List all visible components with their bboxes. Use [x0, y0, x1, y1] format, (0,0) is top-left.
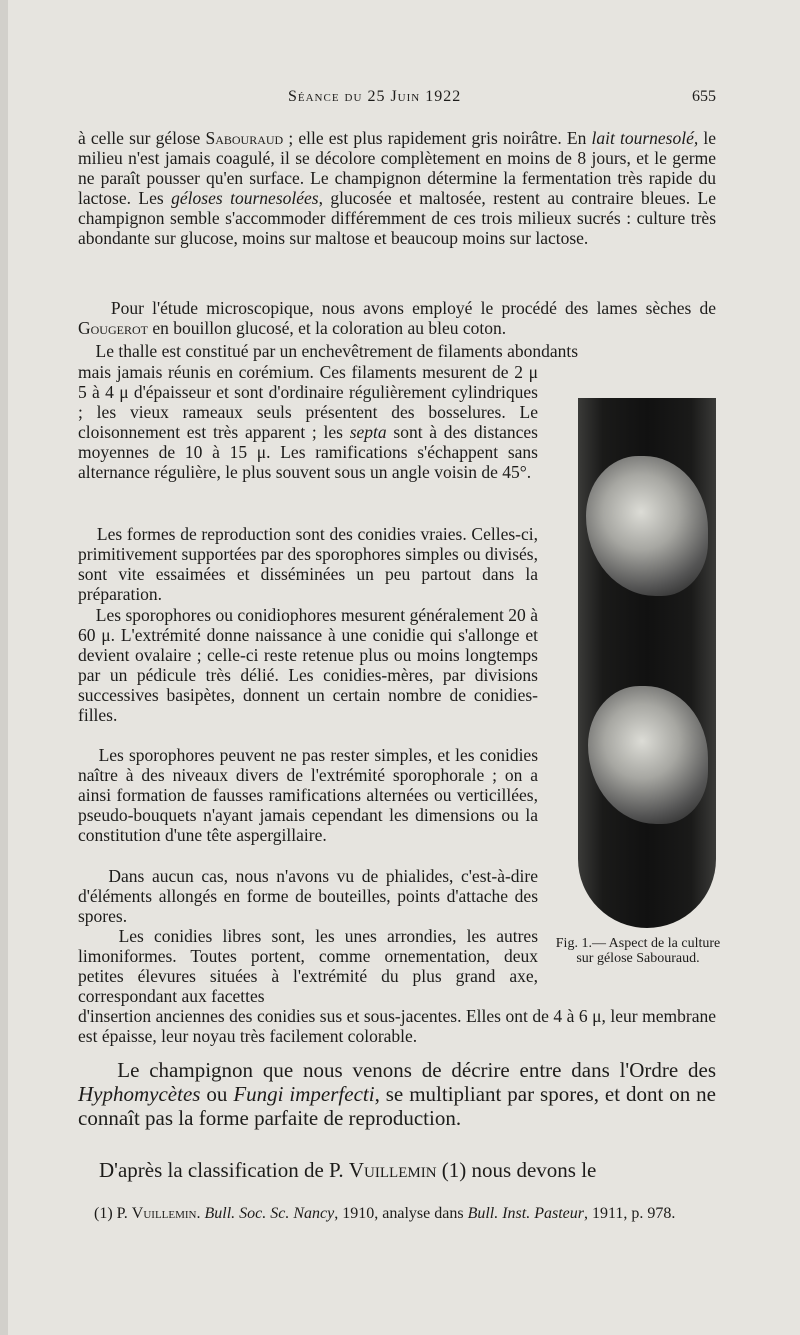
footnote-journal: Bull. Soc. Sc. Nancy — [204, 1205, 335, 1222]
text-run: Pour l'étude microscopique, nous avons employé le procédé des lames sèches de — [110, 298, 717, 318]
page-number: 655 — [692, 88, 716, 105]
culture-colony-upper — [586, 456, 708, 596]
page-edge-shadow — [0, 0, 8, 1335]
text-run: ; elle est plus rapidement gris noirâtre. En — [283, 128, 592, 148]
text-run: mais jamais réunis en corémium. Ces filaments mesurent de 2 μ 5 à 4 μ d'épaisseur et sont d'ordinaire régulièrement cylindriques ; les vieux rameaux seuls présentent des bosselures. Le cloisonnement est très apparent ; les — [78, 362, 538, 442]
italic-term: Fungi imperfecti — [233, 1082, 375, 1106]
italic-term: Hyphomycètes — [78, 1082, 201, 1106]
text-run: , 1910, analyse dans — [334, 1205, 468, 1222]
text-run: Les formes de reproduction sont des conidies vraies. Celles-ci, primitivement supportées par des sporophores simples ou divisés, sont vite essaimées et disséminées un peu partout dans la préparation. — [78, 524, 538, 604]
paragraph-phialides — [78, 866, 538, 926]
text-run: ou — [200, 1082, 234, 1106]
text-run: Le thalle est constitué par un enchevêtrement de filaments abondants — [95, 341, 579, 361]
text-run: (1) P. — [94, 1205, 132, 1222]
culture-tube-photo — [578, 398, 716, 928]
text-run: sont à des distances moyennes de 10 à 15 μ. Les ramifications s'échappent sans alternance régulière, le plus souvent sous un angle voisin de 45°. — [78, 422, 538, 482]
paragraph-thallus — [78, 362, 538, 482]
italic-term: géloses tournesolées — [171, 188, 319, 208]
text-run: Le champignon que nous venons de décrire entre dans l'Ordre des — [117, 1058, 716, 1082]
paragraph-culture-media — [78, 128, 716, 248]
text-run: Les conidies libres sont, les unes arrondies, les autres limoniformes. Toutes portent, comme ornementation, deux petites élevures situées à l'extrémité du plus grand axe, correspondant aux facettes — [78, 926, 539, 1006]
paragraph-conidia-continued — [78, 1006, 716, 1046]
paragraph-reproduction — [78, 524, 538, 604]
culture-colony-lower — [588, 686, 708, 824]
paragraph-ramifications — [78, 745, 538, 845]
figure-caption: Fig. 1.— Aspect de la culture sur gélose Sabouraud. — [555, 936, 721, 966]
italic-term: septa — [349, 422, 387, 442]
paragraph-conidia — [78, 926, 538, 1006]
author-sabouraud: Sabouraud — [205, 128, 284, 148]
text-run: Les sporophores peuvent ne pas rester simples, et les conidies naître à des niveaux divers de l'extrémité sporophorale ; on a ainsi formation de fausses ramifications alternées ou verticillées, pseudo-bouquets n'ayant jamais cependant les dimensions ou la constitution d'une tête aspergillaire. — [78, 745, 539, 845]
text-run: , glucosée et maltosée, restent au contraire bleues. Le champignon semble s'accommoder différemment de ces trois milieux sucrés : culture très abondante sur glucose, moins sur maltose et beaucoup moins sur lactose. — [78, 188, 716, 248]
text-run: le milieu n'est jamais coagulé, il se décolore complètement en moins de 8 jours, et le germe ne paraît pousser qu'en surface. Le champignon détermine la fermentation très rapide du lactose. Les — [78, 128, 717, 208]
text-run: , 1911, p. 978. — [584, 1205, 676, 1222]
text-run: à celle sur gélose — [78, 128, 206, 148]
header-title: Séance du 25 Juin 1922 — [288, 88, 462, 105]
author-gougerot: Gougerot — [78, 318, 148, 338]
footnote — [78, 1204, 716, 1224]
author-vuillemin: Vuillemin — [348, 1158, 437, 1182]
paragraph-classification — [78, 1058, 716, 1130]
text-run: d'insertion anciennes des conidies sus et sous-jacentes. Elles ont de 4 à 6 μ, leur membrane est épaisse, leur noyau très facilement colorable. — [78, 1006, 716, 1046]
paragraph-microscopy — [78, 298, 716, 338]
text-run: , se multipliant par spores, et dont on ne connaît pas la forme parfaite de reproduction. — [78, 1082, 716, 1130]
paragraph-sporophores — [78, 605, 538, 725]
paragraph-vuillemin — [78, 1158, 716, 1182]
text-run: Les sporophores ou conidiophores mesurent généralement 20 à 60 μ. L'extrémité donne naissance à une conidie qui s'allonge et devient ovalaire ; celle-ci reste retenue plus ou moins longtemps par un pédicule très délié. Les conidies-mères, par divisions successives basipètes, donnent un certain nombre de conidies-filles. — [78, 605, 539, 725]
text-run: en bouillon glucosé, et la coloration au bleu coton. — [147, 318, 507, 338]
text-run: (1) nous devons le — [436, 1158, 597, 1182]
text-run: . — [196, 1205, 205, 1222]
text-run: D'après la classification de P. — [99, 1158, 349, 1182]
running-header — [78, 88, 716, 112]
paragraph-thallus-line — [78, 341, 716, 361]
text-run: Dans aucun cas, nous n'avons vu de phialides, c'est-à-dire d'éléments allongés en forme de bouteilles, points d'attache des spores. — [78, 866, 538, 926]
footnote-author: Vuillemin — [131, 1205, 197, 1222]
footnote-journal: Bull. Inst. Pasteur — [467, 1205, 584, 1222]
italic-term: lait tournesolé, — [591, 128, 699, 148]
